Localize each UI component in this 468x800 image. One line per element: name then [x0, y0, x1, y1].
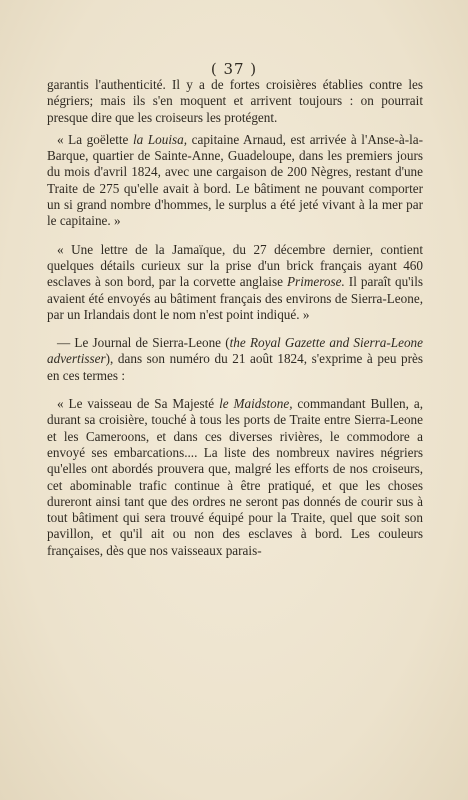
page-number: ( 37 ) [210, 60, 258, 78]
paragraph-5: « Le vaisseau de Sa Majesté le Maidstone, commandant Bullen, a, durant sa croisière, touché à tous les ports de Traite entre Sierra-Leone et les Cameroons, et dans ces diverses rivières, le commodore a envoyé ses embarcations.... La liste des nombreux navires négriers qu'elles ont abordés prouvera que, malgré les efforts de nos croiseurs, cet abominable trafic continue à être pratiqué, et que les choses dureront ainsi tant que des ordres ne seront pas donnés de courir sus à tout bâtiment qui sera trouvé équipé pour la Traite, quel que soit son pavillon, et qu'il ait ou non des esclaves à bord. Les couleurs françaises, dès que nos vaisseaux parais- [47, 396, 424, 558]
paragraph-4: — Le Journal de Sierra-Leone (the Royal Gazette and Sierra-Leone advertisser), dans son numéro du 21 août 1824, s'exprime à peu près en ces termes : [47, 335, 423, 383]
paragraph-3: « Une lettre de la Jamaïque, du 27 décembre dernier, contient quelques détails curieux sur la prise d'un brick français ayant 460 esclaves à son bord, par la corvette anglaise Primerose. Il paraît qu'ils avaient été envoyés au bâtiment français des environs de Sierra-Leone, par un Irlandais dont le nom n'est point indiqué. » [47, 241, 423, 322]
paragraph-1: garantis l'authenticité. Il y a de fortes croisières établies contre les négriers; mais ils s'en moquent et arrivent toujours : on pourrait presque dire que les croiseurs les protégent. [47, 77, 423, 125]
paragraph-2: « La goëlette la Louisa, capitaine Arnaud, est arrivée à l'Anse-à-la-Barque, quartier de Sainte-Anne, Guadeloupe, dans les premiers jours du mois d'avril 1824, avec une cargaison de 200 Nègres, restant d'une Traite de 275 qu'elle avait à bord. Le bâtiment ne pouvant comporter un si grand nombre d'hommes, le surplus a été jeté vivant à la mer par le capitaine. » [47, 131, 423, 229]
body-text [47, 77, 423, 559]
